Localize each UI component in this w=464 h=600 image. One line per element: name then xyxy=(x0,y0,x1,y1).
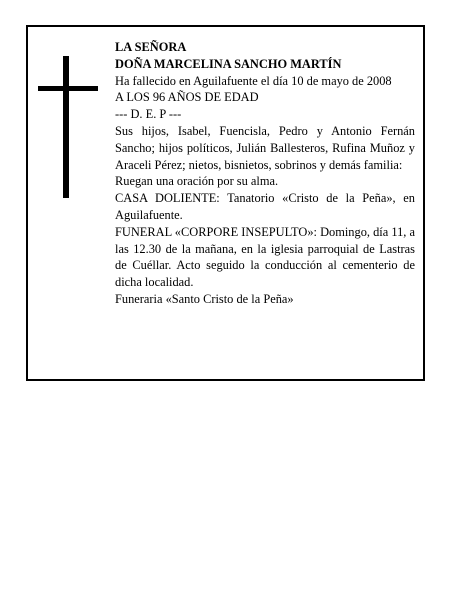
deceased-name: DOÑA MARCELINA SANCHO MARTÍN xyxy=(115,56,342,71)
family-paragraph: Sus hijos, Isabel, Fuencisla, Pedro y Antonio Fernán Sancho; hijos políticos, Julián Ballesteros, Rufina Muñoz y Araceli Pérez; nietos, bisnietos, sobrinos y demás familia: xyxy=(115,123,415,172)
death-line: Ha fallecido en Aguilafuente el día 10 de mayo de 2008 xyxy=(115,73,392,88)
funeral-home-line: Funeraria «Santo Cristo de la Peña» xyxy=(115,291,294,306)
prayer-line: Ruegan una oración por su alma. xyxy=(115,174,279,189)
cross-vertical-bar xyxy=(63,56,69,198)
notice-title: LA SEÑORA xyxy=(115,40,187,54)
cross-horizontal-bar xyxy=(38,86,98,91)
notice-text-block xyxy=(115,39,415,308)
obituary-notice xyxy=(26,25,425,381)
funeral-paragraph: FUNERAL «CORPORE INSEPULTO»: Domingo, día 11, a las 12.30 de la mañana, en la iglesia parroquial de Lastras de Cuéllar. Acto seguido la conducción al cementerio de dicha localidad. xyxy=(115,224,415,290)
mourning-house-paragraph: CASA DOLIENTE: Tanatorio «Cristo de la Peña», en Aguilafuente. xyxy=(115,191,415,222)
cross-icon xyxy=(38,56,98,198)
age-line: A LOS 96 AÑOS DE EDAD xyxy=(115,90,259,105)
rip-line: --- D. E. P --- xyxy=(115,107,182,122)
